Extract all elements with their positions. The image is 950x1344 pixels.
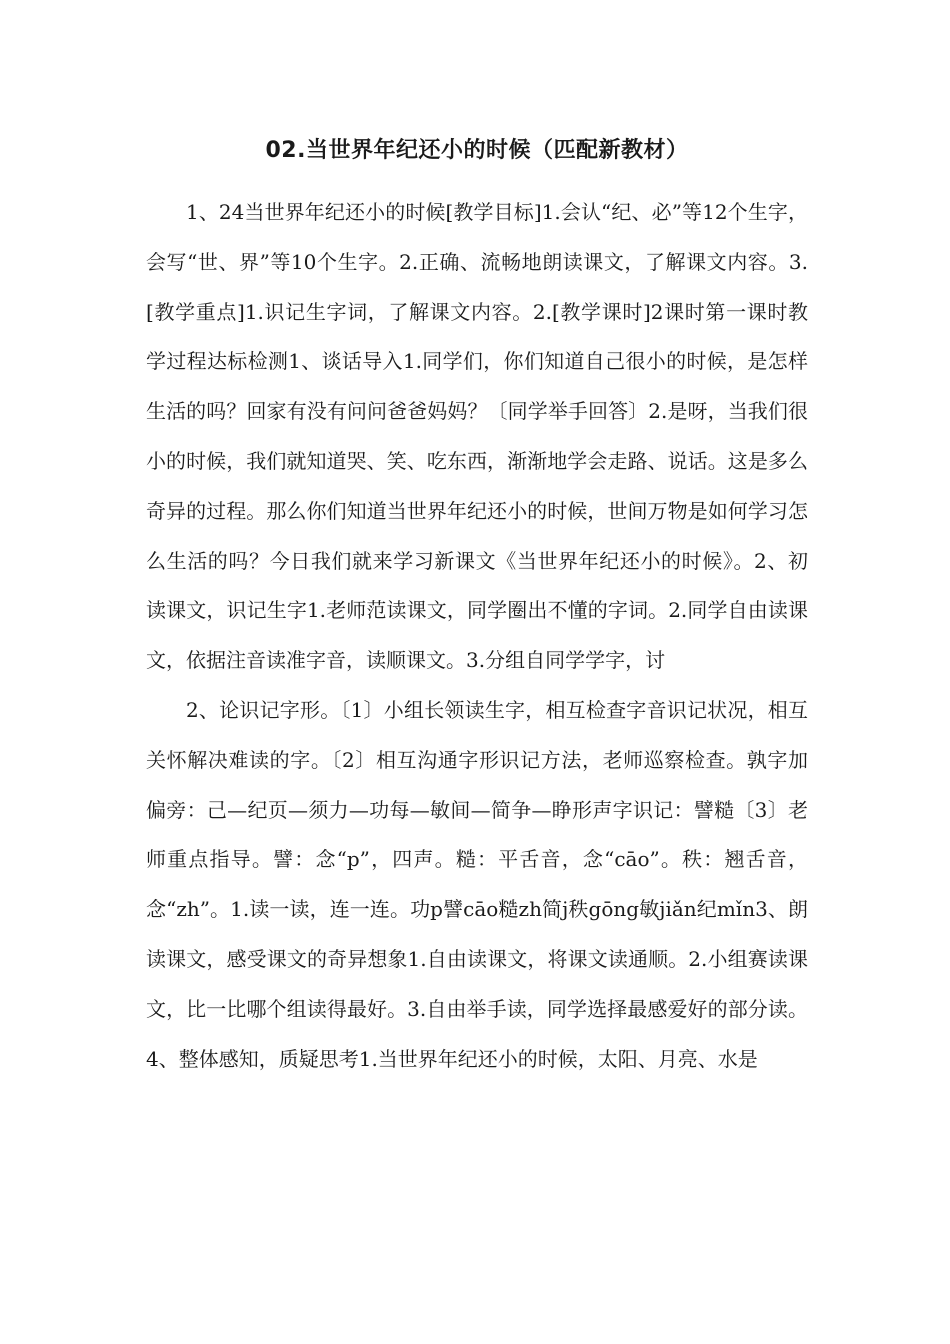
body-paragraph-1: 1、24当世界年纪还小的时候[教学目标]1.会认“纪、必”等12个生字，会写“世、界”等10个生字。2.正确、流畅地朗读课文，了解课文内容。3.[教学重点]1.识记生字词，了解课文内容。2.[教学课时]2课时第一课时教学过程达标检测1、谈话导入1.同学们，你们知道自己很小的时候，是怎样生活的吗？回家有没有问问爸爸妈妈？〔同学举手回答〕2.是呀，当我们很小的时候，我们就知道哭、笑、吃东西，渐渐地学会走路、说话。这是多么奇异的过程。那么你们知道当世界年纪还小的时候，世间万物是如何学习怎么生活的吗？今日我们就来学习新课文《当世界年纪还小的时候》。2、初读课文，识记生字1.老师范读课文，同学圈出不懂的字词。2.同学自由读课文，依据注音读准字音，读顺课文。3.分组自同学学字，讨 [146,200,808,673]
document-page [146,128,808,1084]
body-paragraph-2: 2、论识记字形。〔1〕小组长领读生字，相互检查字音识记状况，相互关怀解决难读的字。〔2〕相互沟通字形识记方法，老师巡察检查。孰字加偏旁：己—纪页—须力—功每—敏间—简争—睁形声字识记：譬糙〔3〕老师重点指导。譬：念“p”，四声。糙：平舌音，念“cāo”。秩：翘舌音，念“zh”。1.读一读，连一连。功p譬cāo糙zh简j秩gōng敏jiǎn纪mǐn3、朗读课文，感受课文的奇异想象1.自由读课文，将课文读通顺。2.小组赛读课文，比一比哪个组读得最好。3.自由举手读，同学选择最感爱好的部分读。4、整体感知，质疑思考1.当世界年纪还小的时候，太阳、月亮、水是 [146,697,808,1071]
document-title: 02.当世界年纪还小的时候（匹配新教材） [265,138,689,163]
